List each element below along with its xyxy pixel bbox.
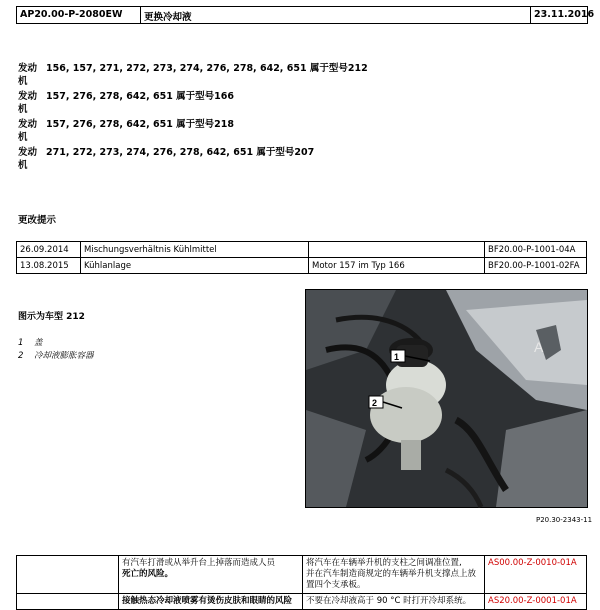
figure-title: 图示为车型 212: [18, 312, 85, 322]
warning-risk-text: 接触热态冷却液喷雾有烫伤皮肤和眼睛的风险: [122, 596, 293, 606]
warning-code[interactable]: AS20.00-Z-0001-01A: [485, 594, 587, 610]
warning-measure-text: 置四个支承板。: [306, 580, 366, 590]
figure-callout: 2: [372, 398, 378, 408]
change-note: Motor 157 im Typ 166: [309, 258, 485, 274]
warning-measure: [303, 594, 485, 610]
warning-measure-text: 不要在冷却液高于 90 °C 时打开冷却系统。: [306, 596, 472, 606]
legend-number: 1: [18, 338, 24, 348]
change-date: 13.08.2015: [17, 258, 81, 274]
change-note: [309, 242, 485, 258]
warning-risk-text: 有汽车打滑或从举升台上掉落而造成人员: [122, 558, 276, 568]
legend-item: [18, 336, 94, 349]
engine-value: 157, 276, 278, 642, 651 属于型号166: [46, 91, 234, 102]
engine-row: [18, 90, 438, 118]
legend-text: 盖: [34, 338, 43, 348]
table-row: [17, 242, 587, 258]
warning-risk-emphasis: 死亡的风险。: [122, 569, 174, 579]
engine-row: [18, 118, 438, 146]
document-title: 更换冷却液: [141, 7, 531, 23]
warning-risk: [119, 556, 303, 594]
warning-code[interactable]: AS00.00-Z-0010-01A: [485, 556, 587, 594]
change-notes-heading: 更改提示: [18, 215, 57, 226]
engine-row: [18, 146, 438, 174]
warning-icon-cell: [17, 556, 119, 594]
engine-label: 发动机: [18, 63, 38, 87]
engine-bay-photo: [305, 289, 588, 508]
warning-measure: [303, 556, 485, 594]
safety-warnings-table: [16, 555, 587, 610]
figure-code: P20.30-2343-11: [536, 516, 593, 524]
change-reference: BF20.00-P-1001-04A: [485, 242, 587, 258]
engine-value: 271, 272, 273, 274, 276, 278, 642, 651 属于型号207: [46, 147, 315, 158]
engine-label: 发动机: [18, 147, 38, 171]
table-row: [17, 258, 587, 274]
change-description: Kühlanlage: [81, 258, 309, 274]
engine-applicability-list: [18, 62, 438, 174]
change-date: 26.09.2014: [17, 242, 81, 258]
engine-row: [18, 62, 438, 90]
document-id: AP20.00-P-2080EW: [17, 7, 141, 23]
legend-text: 冷却液膨胀容器: [34, 351, 94, 361]
warning-risk: [119, 594, 303, 610]
warning-icon-cell: [17, 594, 119, 610]
change-reference: BF20.00-P-1001-02FA: [485, 258, 587, 274]
figure-legend: [18, 336, 94, 362]
document-header: [16, 6, 595, 24]
warning-measure-text: 将汽车在车辆举升机的支柱之间调准位置,: [306, 558, 462, 568]
change-description: Mischungsverhältnis Kühlmittel: [81, 242, 309, 258]
document-date: 23.11.2016: [534, 9, 595, 20]
table-row: [17, 556, 587, 594]
figure-callout: 1: [394, 352, 400, 362]
engine-label: 发动机: [18, 91, 38, 115]
legend-item: [18, 349, 94, 362]
table-row: [17, 594, 587, 610]
svg-text:A: A: [534, 339, 544, 355]
engine-value: 156, 157, 271, 272, 273, 274, 276, 278, 642, 651 属于型号212: [46, 63, 368, 74]
engine-value: 157, 276, 278, 642, 651 属于型号218: [46, 119, 234, 130]
engine-label: 发动机: [18, 119, 38, 143]
change-notes-table: [16, 241, 587, 274]
warning-measure-text: 并在汽车制造商规定的车辆举升机支撑点上放: [306, 569, 477, 579]
legend-number: 2: [18, 351, 24, 361]
